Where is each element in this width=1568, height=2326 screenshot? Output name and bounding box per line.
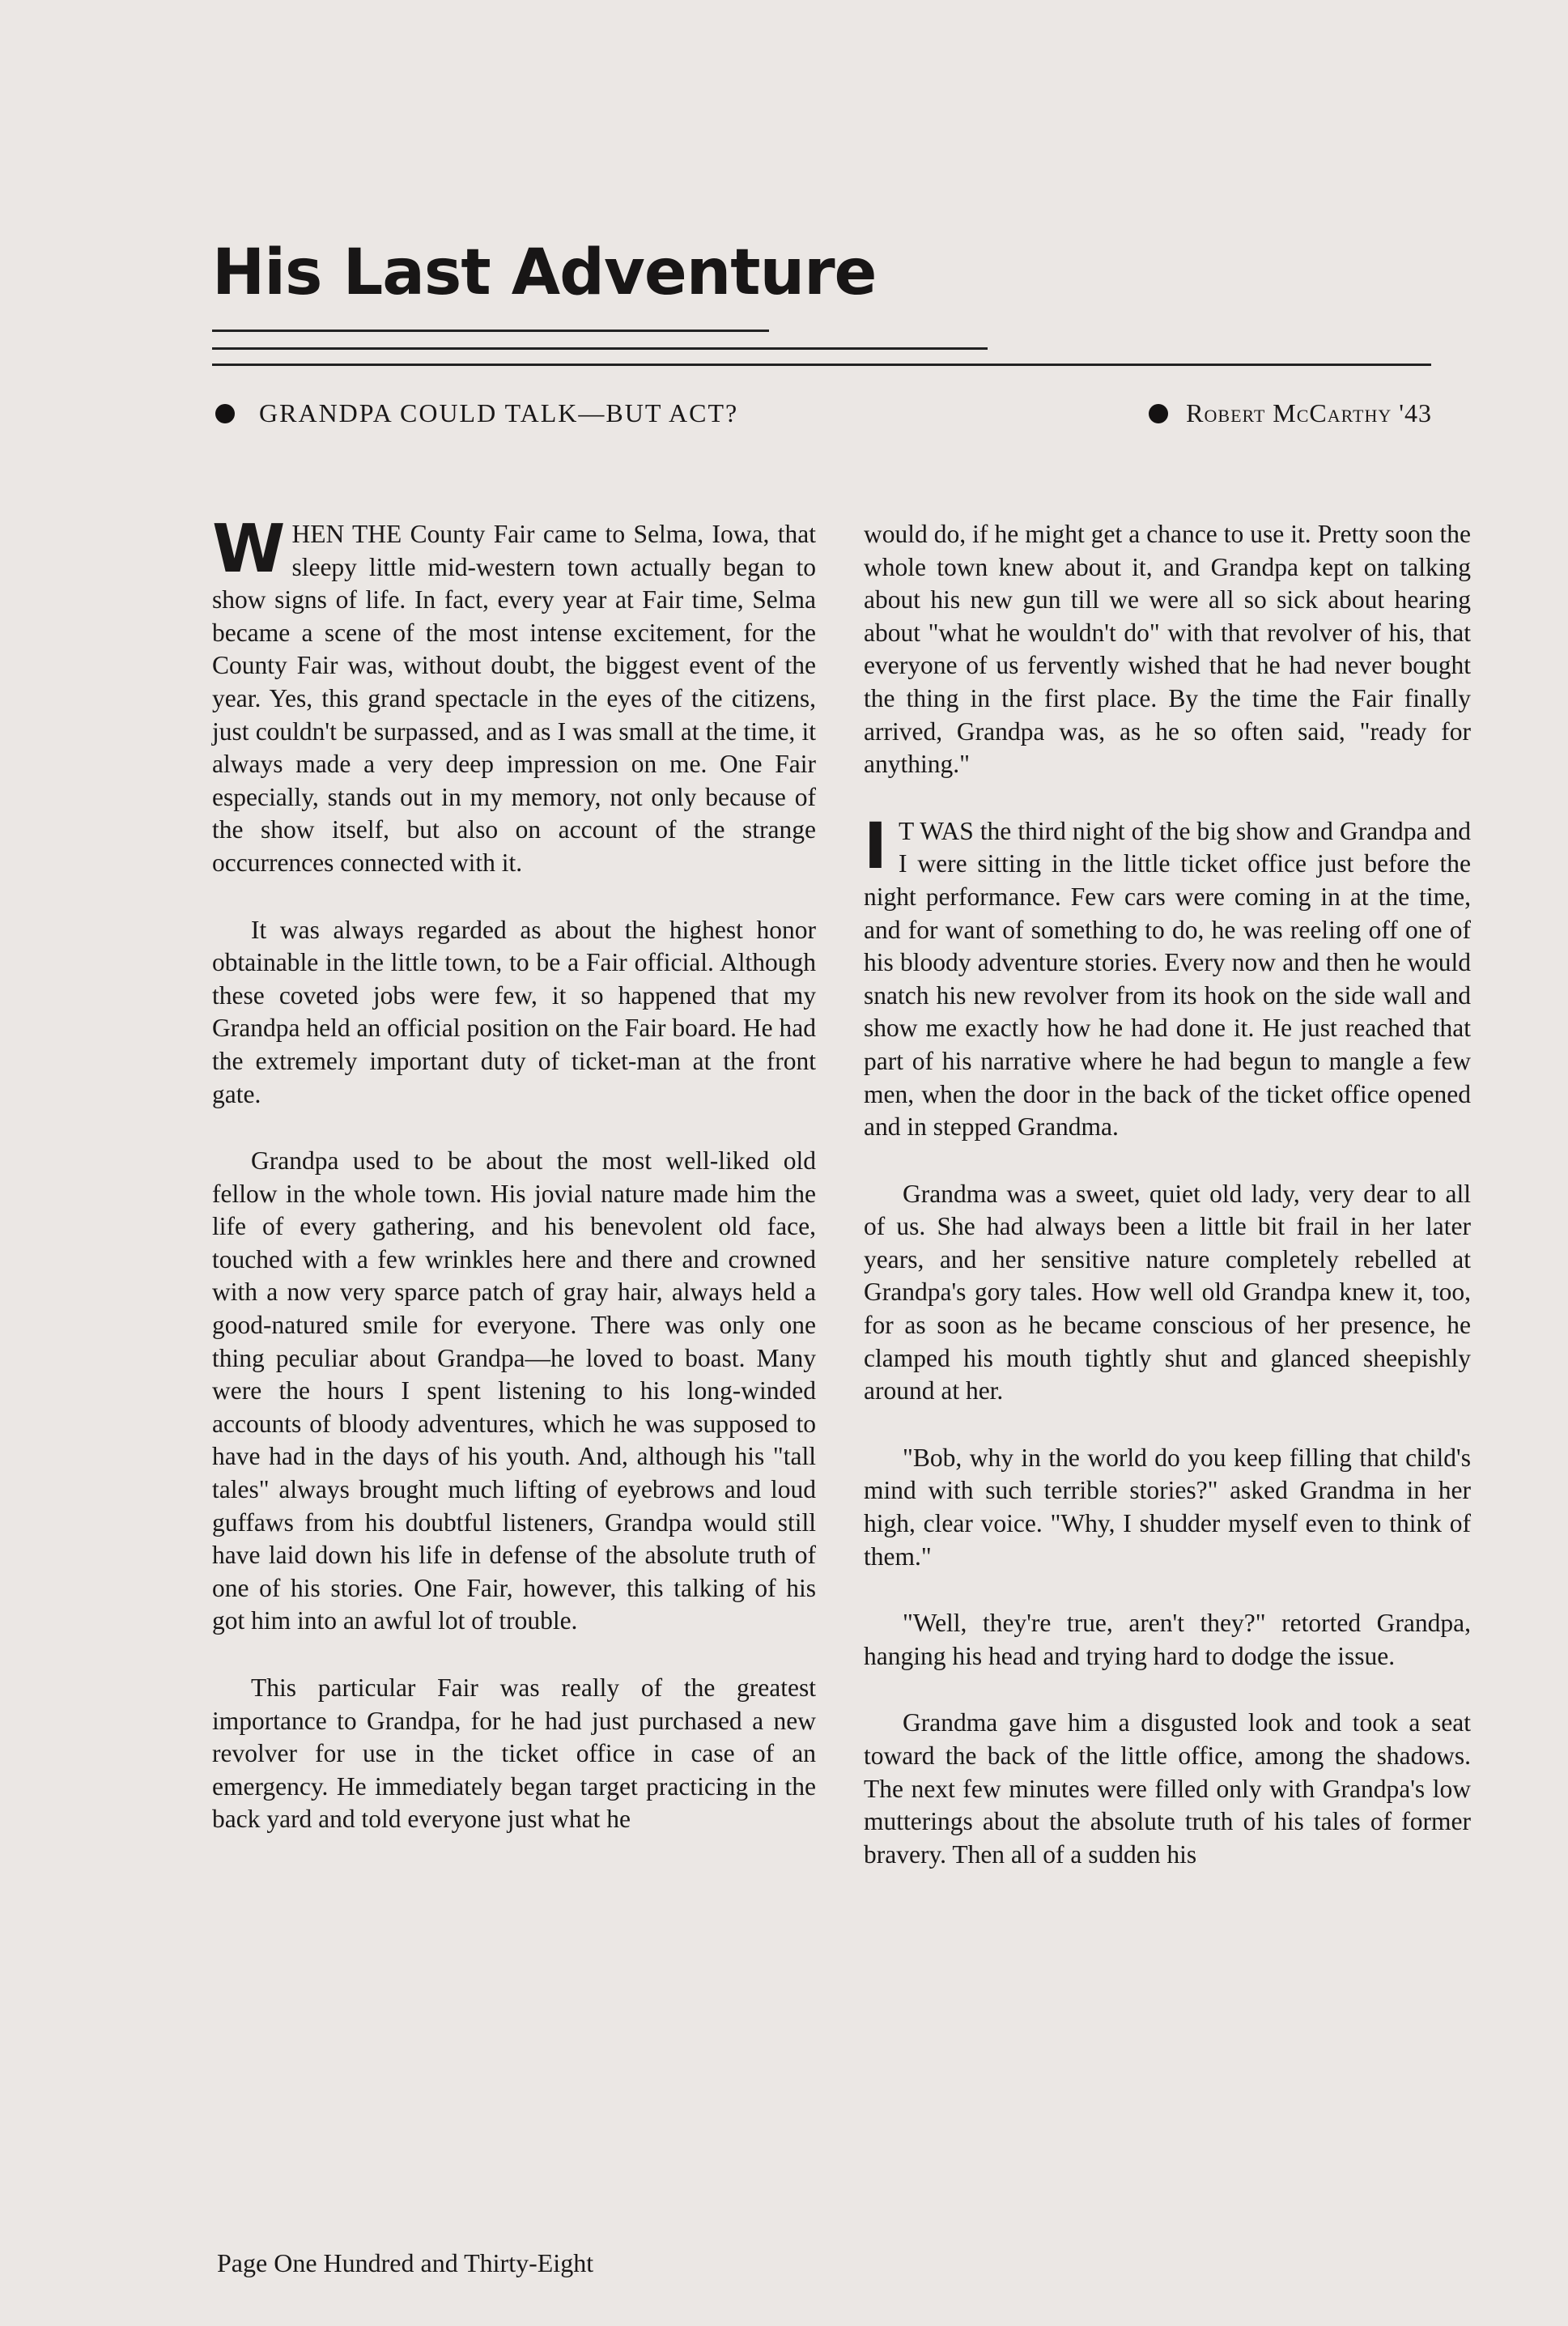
article-title: His Last Adventure: [212, 236, 877, 309]
paragraph: would do, if he might get a chance to use it. Pretty soon the whole town knew about it, and Grandpa kept on talking about his new gun till we were all so sick about hearing about "what he wouldn't do" with that revolver of his, that everyone of us fervently wished that he had never bought the thing in the first place. By the time the Fair finally arrived, Grandpa was, as he so often said, "ready for anything.": [864, 520, 1471, 779]
paragraph: It was always regarded as about the highest honor obtainable in the little town, to be a Fair official. Although these coveted jobs were few, it so happened that my Grandpa held an official position on the Fair board. He had the extremely important duty of ticket-man at the front gate.: [212, 915, 816, 1108]
paragraph: [212, 511, 816, 880]
paragraph: "Well, they're true, aren't they?" retorted Grandpa, hanging his head and trying hard to dodge the issue.: [864, 1609, 1471, 1670]
left-column: [212, 511, 816, 1870]
paragraph-text: HEN THE County Fair came to Selma, Iowa, that sleepy little mid-western town actually began to show signs of life. In fact, every year at Fair time, Selma became a scene of the most intense excitement, for the County Fair was, without doubt, the biggest event of the year. Yes, this grand spectacle in the eyes of the citizens, just couldn't be surpassed, and as I was small at the time, it always made a very deep impression on me. One Fair especially, stands out in my memory, not only because of the show itself, but also on account of the strange occurrences connected with it.: [212, 520, 816, 877]
paragraph: Grandpa used to be about the most well-liked old fellow in the whole town. His jovial nature made him the life of every gathering, and his benevolent old face, touched with a few wrinkles here and there and crowned with a now very sparce patch of gray hair, always held a good-natured smile for everyone. There was only one thing peculiar about Grandpa—he loved to boast. Many were the hours I spent listening to his long-winded accounts of bloody adventures, which he was supposed to have had in the days of his youth. And, although his "tall tales" always brought much lifting of eyebrows and loud guffaws from his doubtful listeners, Grandpa would still have laid down his life in defense of the absolute truth of one of his stories. One Fair, however, this talking of his got him into an awful lot of trouble.: [212, 1146, 816, 1635]
paragraph-text: T WAS the third night of the big show and Grandpa and I were sitting in the little ticket office just before the night performance. Few cars were coming in at the time, and for want of something to do, he was reeling off one of his bloody adventure stories. Every now and then he would snatch his new revolver from its hook on the side wall and show me exactly how he had done it. He just reached that part of his narrative where he had begun to mangle a few men, when the door in the back of the ticket office opened and in stepped Grandma.: [864, 816, 1471, 1142]
author-name: Robert McCarthy '43: [1186, 398, 1432, 427]
bullet-icon: [1149, 404, 1168, 423]
tagline-text: GRANDPA COULD TALK—BUT ACT?: [259, 398, 739, 427]
right-column: [864, 518, 1471, 1905]
title-rule-short: [212, 347, 988, 350]
tagline: [215, 398, 738, 428]
page-number: Page One Hundred and Thirty-Eight: [217, 2248, 594, 2277]
title-underline: [212, 330, 769, 332]
paragraph: This particular Fair was really of the greatest importance to Grandpa, for he had just purchased a new revolver for use in the ticket office in case of an emergency. He immediately began target practicing in the back yard and told everyone just what he: [212, 1673, 816, 1834]
drop-cap: W: [212, 511, 286, 588]
paragraph: Grandma gave him a disgusted look and took a seat toward the back of the little office, among the shadows. The next few minutes were filled only with Grandpa's low mutterings about the absolute truth of his tales of former bravery. Then all of a sudden his: [864, 1708, 1471, 1869]
drop-cap: I: [864, 810, 888, 883]
paragraph: Grandma was a sweet, quiet old lady, very dear to all of us. She had always been a little bit frail in her later years, and her sensitive nature completely rebelled at Grandpa's gory tales. How well old Grandpa knew it, too, for as soon as he became conscious of her presence, he clamped his mouth tightly shut and glanced sheepishly around at her.: [864, 1179, 1471, 1405]
paragraph: [864, 810, 1471, 1144]
bullet-icon: [215, 404, 235, 423]
paragraph: "Bob, why in the world do you keep filling that child's mind with such terrible stories?" asked Grandma in her high, clear voice. "Why, I shudder myself even to think of them.": [864, 1443, 1471, 1571]
title-rule-long: [212, 364, 1431, 366]
byline: [1149, 398, 1432, 428]
